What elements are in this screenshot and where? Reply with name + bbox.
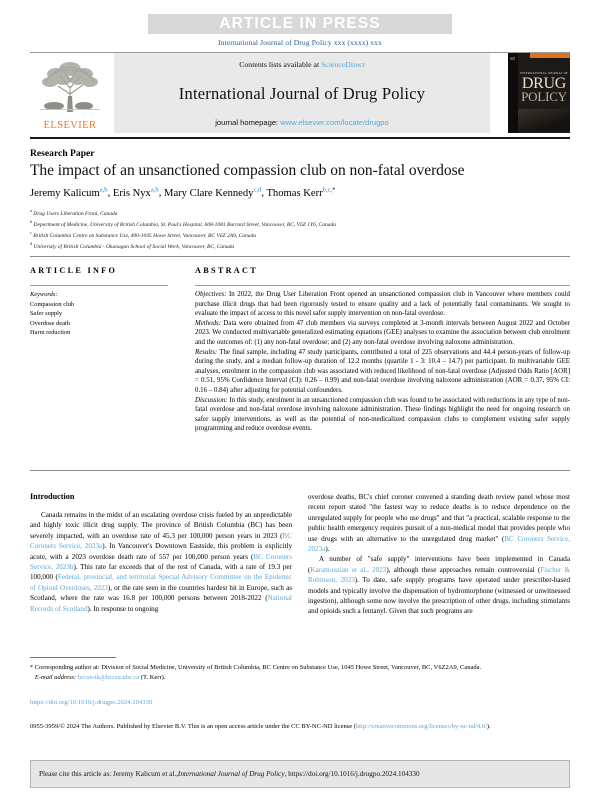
author-entry[interactable] [113, 188, 159, 199]
cover-photo-area [518, 109, 570, 131]
cover-title-line1: DRUG [521, 75, 567, 92]
abstract-section-text: In this study, enrolment in an unsanctioned compassion club was found to be associated with reductions in any type of non-fatal overdose and non-fatal overdose involving naloxone administration. These findings highlight the need for ongoing research on safer supply interventions, as well as the potential of non-medicalized compassion clubs to complement existing safer supply programming and reduce overdose events. [195, 396, 570, 433]
abstract-section [195, 319, 570, 348]
article-info-top-rule [30, 256, 570, 257]
abstract-section-text: Data were obtained from 47 club members via surveys completed at 3-month intervals between August 2022 and October 2023. We conducted multivariable generalized estimating equations (GEE) analyses to examine the association between club enrolment and the outcomes of: (1) any non-fatal overdose; and (2) any non-fatal overdose involving naloxone administration. [195, 319, 570, 346]
cover-left-bar [508, 53, 518, 133]
abstract-section-text: The final sample, including 47 study participants, contributed a total of 225 observations and 44.4 person-years of follow-up during the study, and a median follow-up duration of 12.2 months (quartile 1 - 3: 10.4 – 14.7) per participant. In multivariable GEE analyses, enrolment in the compassion club was associated with reduced likelihood of non-fatal overdose (Adjusted Odds Ratio [AOR] = 0.51, 95% Confidence Interval (CI): 0.26 – 0.99) and non-fatal overdose involving naloxone administration (AOR = 0.37, 95% CI: 0.16 – 0.84) after adjusting for potential confounders. [195, 348, 570, 394]
affiliation-text: Department of Medicine, University of British Columbia, St. Paul's Hospital, 608-1081 Burrard Street, Vancouver, BC, V6Z 1Y6, Canada [33, 221, 336, 228]
cover-sciencedirect-mark: SD [510, 56, 516, 61]
license-url-link[interactable]: http://creativecommons.org/licenses/by-nc-nd/4.0/ [355, 723, 487, 730]
corresponding-star: * [30, 665, 33, 671]
abstract-section [195, 396, 570, 434]
corresponding-author-note [30, 663, 570, 683]
homepage-prefix: journal homepage: [215, 118, 281, 127]
affiliation-item [30, 207, 570, 218]
citation-prefix: Please cite this article as: Jeremy Kalicum et al., [39, 770, 178, 778]
elsevier-wordmark: ELSEVIER [43, 120, 97, 131]
article-info-heading: ARTICLE INFO [30, 266, 118, 275]
affiliation-list [30, 207, 570, 252]
section-heading-introduction: Introduction [30, 492, 75, 501]
author-name: Mary Clare Kennedy [164, 187, 254, 199]
author-affil-marks: a,b [150, 186, 159, 193]
affiliation-mark: b [30, 219, 33, 225]
contents-lists-prefix: Contents lists available at [239, 60, 322, 69]
abstract-section-label: Discussion: [195, 396, 228, 404]
abstract-section-label: Objectives: [195, 291, 227, 298]
keywords-label: Keywords: [30, 291, 58, 298]
affiliation-mark: c [30, 230, 32, 236]
citation-journal-name: International Journal of Drug Policy [177, 770, 285, 778]
author-name: Jeremy Kalicum [30, 187, 100, 199]
affiliation-text: British Columbia Centre on Substance Use, 400-1045 Howe Street, Vancouver, BC V6Z 2A9, Canada [33, 233, 257, 240]
paragraph: A number of "safe supply" interventions have been implemented in Canada (Karamouzian et al., 2023), although these approaches remain controversial (Fischer & Robinson, 2023). To date, safe supply programs have operated under prescriber-based models and typically involve the dispensation of hydromorphone (witnessed or unwitnessed ingestion), although some now involve the prescription of other drugs, including stimulants and opioids such a fentanyl. Given that such programs are [308, 555, 570, 616]
citation-suffix: , https://doi.org/10.1016/j.drugpo.2024.104330 [284, 770, 420, 778]
footnote-rule [30, 657, 116, 658]
license-close-paren: ). [486, 723, 491, 730]
keyword-item: Compassion club [30, 300, 75, 308]
abstract-section-label: Methods: [195, 319, 222, 327]
paragraph: Canada remains in the midst of an escalating overdose crisis fueled by an unpredictable and highly toxic illicit drug supply. The province of British Columbia (BC) has been severely impacted, with an overdose rate of 45.3 per 100,000 person years in 2023 (BC Coroners Service, 2023a). In Vancouver's Downtown Eastside, this problem is explicitly acute, with a 2023 overdose death rate of 557 per 100,000 person years (BC Coroners Service, 2023b). This rate far exceeds that of the rest of Canada, with a rate of 19.3 per 100,000 (Federal, provincial, and territorial Special Advisory Committee on the Epidemic of Opioid Overdoses, 2023), or the rate seen in the countries hardest hit in Europe, such as Scotland, where the rate was 16.8 per 100,000 persons between 2018-2022 (National Records of Scotland). In response to ongoing [30, 511, 293, 613]
cover-orange-bar [530, 53, 570, 58]
author-entry[interactable] [30, 188, 108, 199]
paragraph: overdose deaths, BC's chief coroner convened a standing death review panel whose most recent report stated "the fastest way to reduce deaths is to reduce dependence on the unregulated supply for people who use drugs" and that "a practical, scalable response to the public health emergency requires pursuit of a non-medical model that provides people who use drugs with an alternative to the unregulated drug market" (BC Coroners Service, 2023a). [308, 493, 570, 554]
abstract-heading: ABSTRACT [195, 266, 258, 275]
article-info-rule [30, 285, 168, 286]
keywords-block [30, 290, 180, 338]
affiliation-mark: d [30, 241, 33, 247]
elsevier-logo [30, 53, 110, 133]
abstract-section [195, 290, 570, 319]
keyword-item: Harm reduction [30, 329, 71, 337]
body-column-left [30, 510, 292, 614]
article-type-label: Research Paper [30, 148, 95, 159]
citation-box [30, 760, 570, 788]
abstract-section [195, 348, 570, 396]
journal-reference-line: International Journal of Drug Policy xxx (xxxx) xxx [218, 38, 382, 47]
author-entry[interactable] [266, 188, 335, 199]
doi-link[interactable]: https://doi.org/10.1016/j.drugpo.2024.104330 [30, 699, 153, 706]
contents-lists-line [239, 60, 365, 69]
abstract-bottom-rule [30, 470, 570, 471]
abstract-section-label: Results: [195, 348, 218, 356]
abstract-rule [195, 285, 570, 286]
author-entry[interactable] [164, 188, 261, 199]
author-affil-marks: a,b [99, 186, 108, 193]
author-name: Eris Nyx [112, 187, 151, 199]
author-affil-marks: c,d [253, 186, 262, 193]
email-link[interactable]: bccsu-tk@bccsu.ubc.ca [77, 674, 140, 682]
homepage-url-link[interactable]: www.elsevier.com/locate/drugpo [280, 118, 389, 127]
author-affil-marks: b,c, [322, 186, 333, 193]
journal-cover-thumbnail [508, 53, 570, 133]
corresponding-author-marker: * [332, 186, 336, 193]
page-title: The impact of an unsanctioned compassion club on non-fatal overdose [30, 162, 465, 179]
cover-title-line2: POLICY [521, 89, 567, 104]
cover-supertitle: INTERNATIONAL JOURNAL OF [520, 71, 568, 75]
keyword-item: Overdose death [30, 319, 70, 327]
email-label: E-mail address: [34, 674, 77, 682]
abstract-section-text: In 2022, the Drug User Liberation Front opened an unsanctioned compassion club in Vancouver where members could purchase illicit drugs that had been rigorously tested to ensure quality and a lack of potentially fatal contaminants. We sought to evaluate the impact of access to this novel safer supply intervention on non-fatal overdose. [195, 291, 570, 318]
affiliation-item [30, 218, 570, 229]
author-name: Thomas Kerr [266, 187, 323, 199]
masthead-center [114, 53, 490, 133]
masthead-bottom-rule [30, 137, 570, 139]
email-suffix: (T. Kerr). [139, 674, 166, 682]
body-column-right [308, 492, 570, 617]
affiliation-text: Drug Users Liberation Front, Canada [33, 210, 118, 217]
affiliation-text: University of British Columbia - Okanagan School of Social Work, Vancouver, BC, Canada [33, 244, 235, 251]
author-separator: , [158, 187, 165, 199]
keyword-item: Safer supply [30, 310, 63, 318]
license-statement [30, 722, 570, 731]
affiliation-item [30, 229, 570, 240]
article-in-press-label: ARTICLE IN PRESS [219, 15, 381, 32]
affiliation-item [30, 240, 570, 251]
sciencedirect-link[interactable]: ScienceDirect [321, 60, 365, 69]
abstract-body [195, 290, 570, 434]
issn-copyright-text: 0955-3959/© 2024 The Authors. Published by Elsevier B.V. This is an open access article under the CC BY-NC-ND license ( [30, 723, 356, 730]
masthead-journal-title: International Journal of Drug Policy [178, 83, 426, 103]
journal-homepage-line [215, 118, 389, 127]
corresponding-text: Corresponding author at: Division of Social Medicine, University of British Columbia, BC Centre on Substance Use, 1045 Howe Street, Vancouver, BC, V6Z2A9, Canada. [33, 664, 482, 671]
affiliation-mark: a [30, 208, 32, 213]
author-list [30, 186, 570, 199]
author-separator: , [107, 187, 113, 199]
journal-masthead [30, 52, 570, 134]
author-separator: , [261, 187, 267, 199]
elsevier-tree-icon [36, 56, 104, 118]
